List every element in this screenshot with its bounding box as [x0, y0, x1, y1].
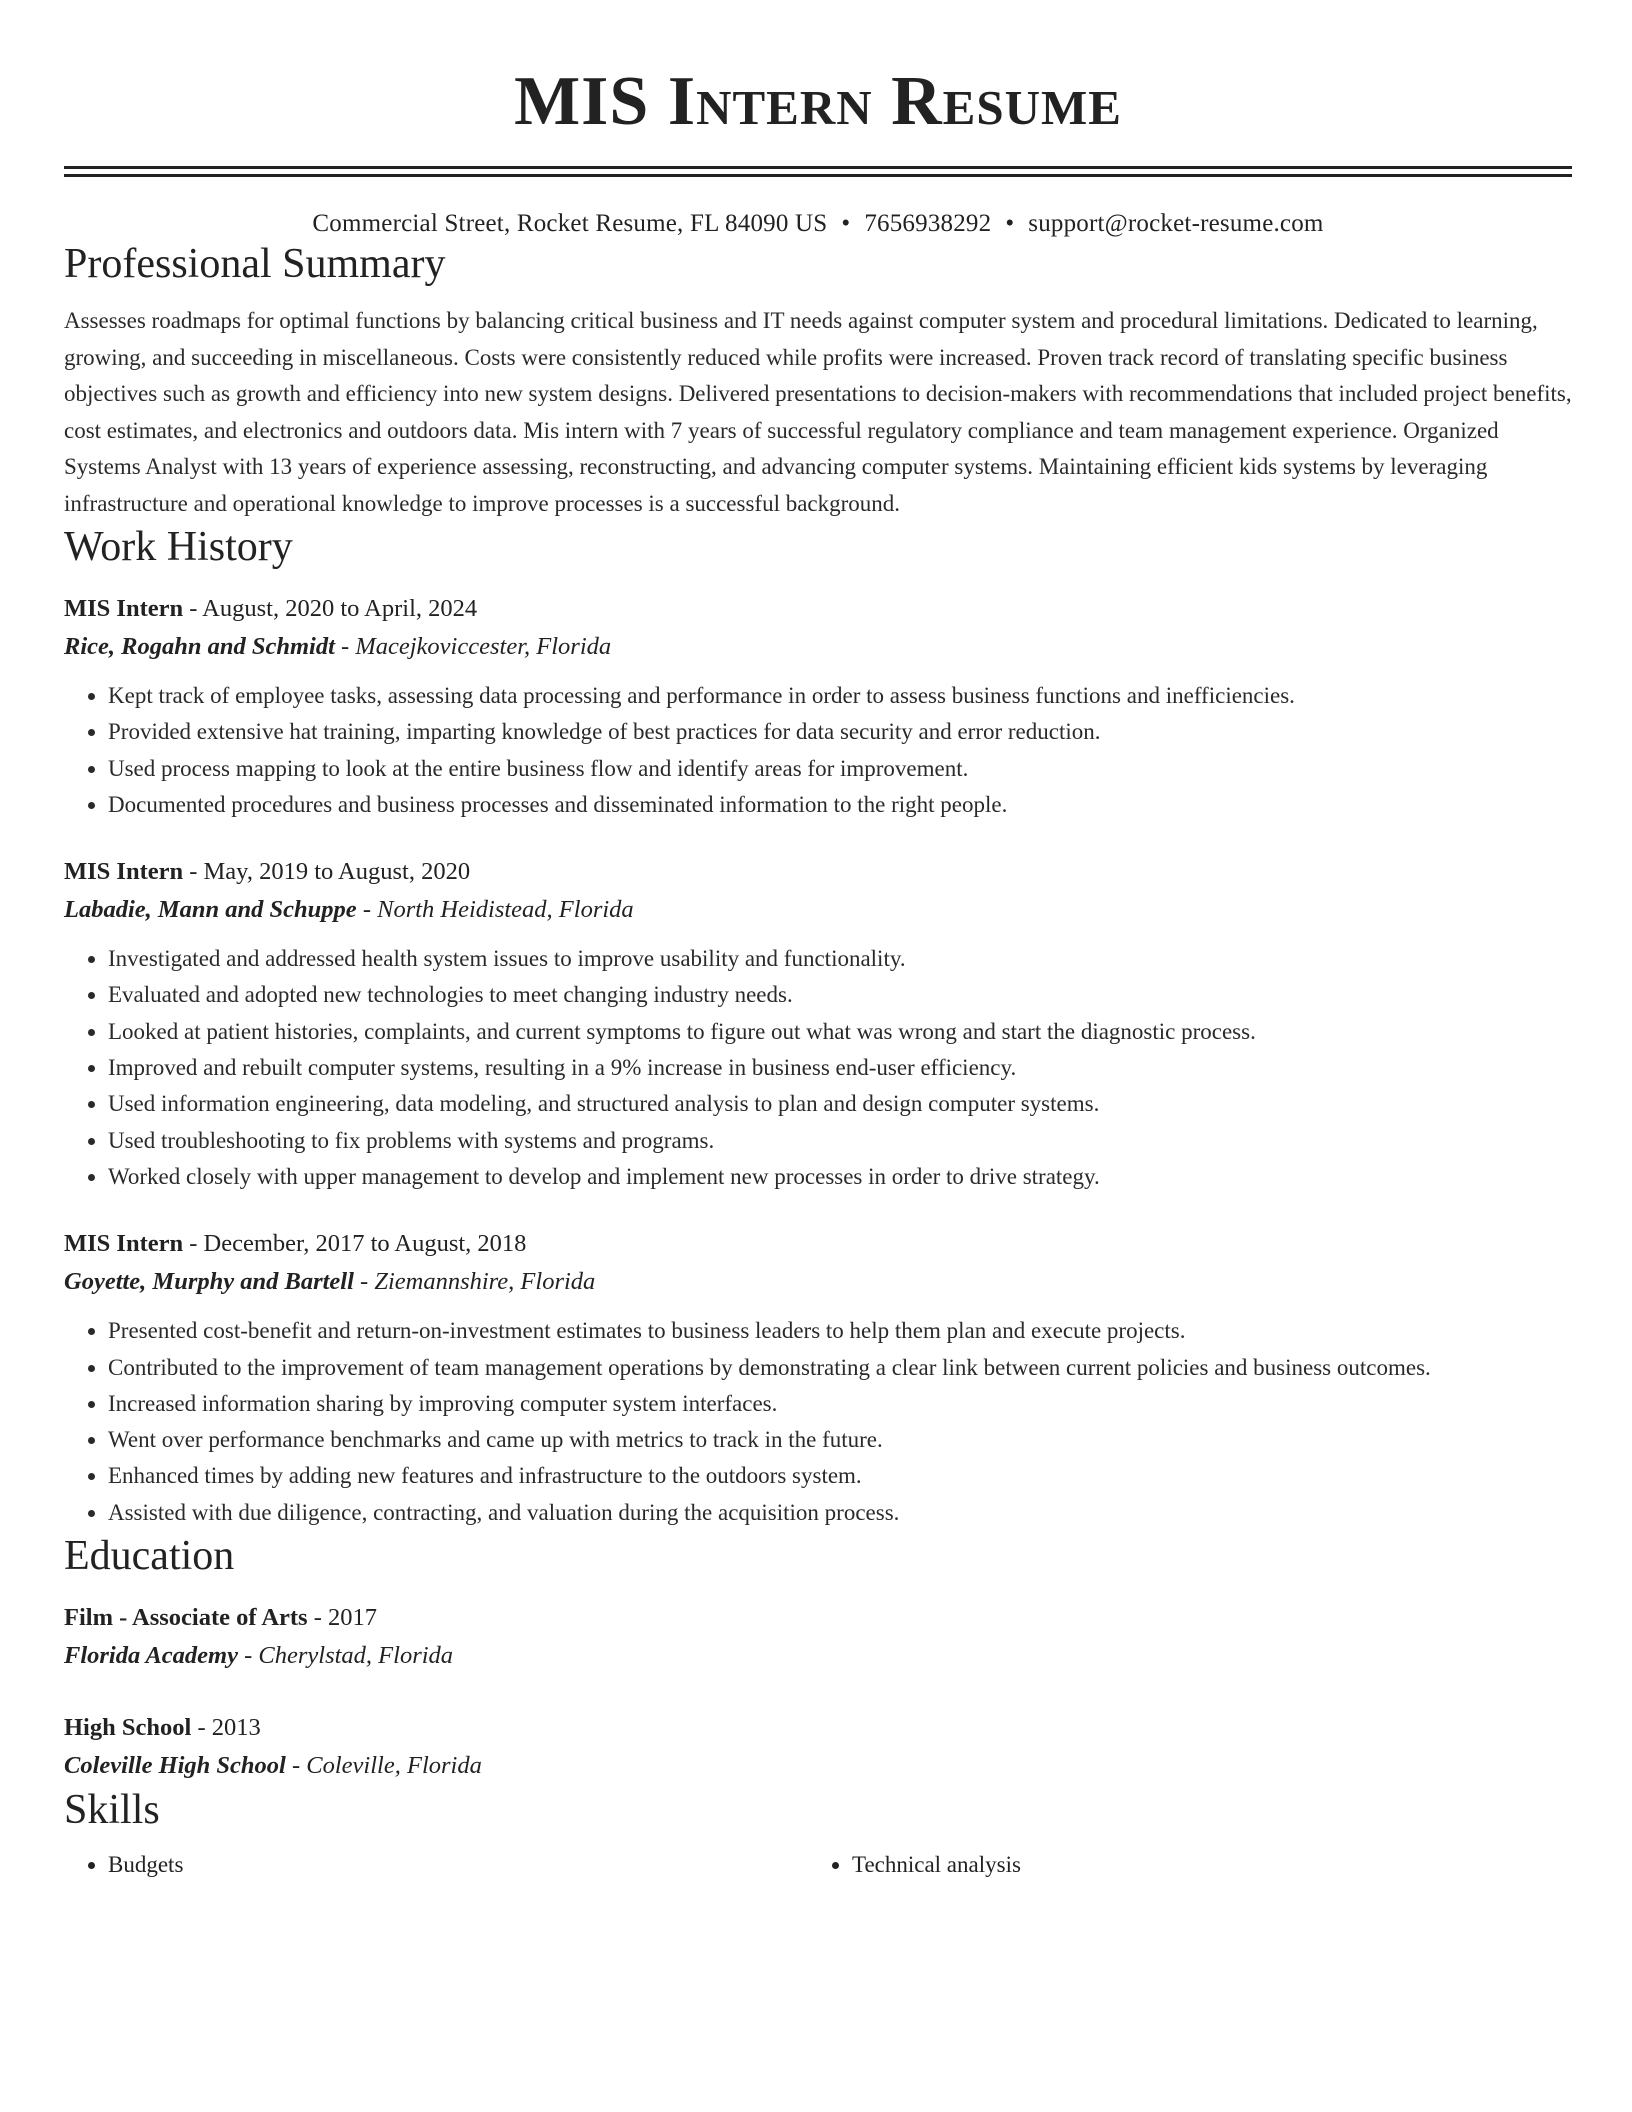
title-double-rule	[64, 166, 1572, 177]
education-school-line	[64, 1637, 1572, 1675]
education-entry	[64, 1599, 1572, 1675]
education-entry	[64, 1709, 1572, 1785]
job-bullet: • Improved and rebuilt computer systems, resulting in a 9% increase in business end-user efficiency.	[108, 1050, 1572, 1086]
job-dates: - May, 2019 to August, 2020	[183, 858, 471, 886]
job-location: - Macejkoviccester, Florida	[334, 633, 612, 660]
job-company: Goyette, Murphy and Bartell	[64, 1268, 354, 1296]
education-year: - 2017	[307, 1604, 378, 1632]
education-location: - Cherylstad, Florida	[237, 1642, 454, 1670]
contact-phone: 7656938292	[864, 210, 992, 237]
job-dates: - December, 2017 to August, 2018	[183, 1230, 527, 1258]
job-bullets	[64, 941, 1572, 1195]
education-location: - Coleville, Florida	[285, 1752, 482, 1780]
job-bullet: • Kept track of employee tasks, assessing data processing and performance in order to assess business functions and inefficiencies.	[108, 678, 1572, 714]
job-bullet: • Investigated and addressed health system issues to improve usability and functionality.	[108, 941, 1572, 977]
job-bullet: • Documented procedures and business processes and disseminated information to the right people.	[108, 787, 1572, 823]
job-bullet: • Contributed to the improvement of team management operations by demonstrating a clear link between current policies and business outcomes.	[108, 1350, 1572, 1386]
resume-title: MIS Intern Resume	[514, 63, 1122, 140]
education-degree: Film - Associate of Arts	[64, 1604, 308, 1632]
summary-heading: Professional Summary	[64, 241, 446, 287]
contact-address: Commercial Street, Rocket Resume, FL 84090 US	[312, 210, 828, 237]
skill-item: • Technical analysis	[852, 1847, 1552, 1883]
job-bullet: • Provided extensive hat training, imparting knowledge of best practices for data security and error reduction.	[108, 714, 1572, 750]
education-degree-line	[64, 1599, 1572, 1637]
skills-heading: Skills	[64, 1787, 160, 1834]
job-bullet: • Evaluated and adopted new technologies to meet changing industry needs.	[108, 977, 1572, 1013]
job-company: Rice, Rogahn and Schmidt	[64, 633, 335, 660]
job-bullet: • Worked closely with upper management to develop and implement new processes in order to drive strategy.	[108, 1159, 1572, 1195]
work-history-heading: Work History	[64, 524, 293, 570]
education-school: Florida Academy	[64, 1642, 238, 1670]
job-entry	[64, 853, 1572, 1195]
skills-list	[64, 1847, 1572, 1883]
job-title-line	[64, 1225, 1572, 1263]
job-dates: - August, 2020 to April, 2024	[183, 595, 478, 622]
job-entry	[64, 1225, 1572, 1531]
education-school: Coleville High School	[64, 1752, 286, 1780]
job-bullet: • Looked at patient histories, complaints, and current symptoms to figure out what was wrong and start the diagnostic process.	[108, 1014, 1572, 1050]
job-title: MIS Intern	[64, 1230, 184, 1258]
skill-item: • Budgets	[108, 1847, 808, 1883]
contact-line	[64, 209, 1572, 239]
job-entry	[64, 590, 1572, 823]
education-year: - 2013	[191, 1714, 261, 1742]
contact-email: support@rocket-resume.com	[1028, 210, 1324, 237]
job-title-line	[64, 590, 1572, 628]
job-bullet: • Went over performance benchmarks and came up with metrics to track in the future.	[108, 1422, 1572, 1458]
job-title: MIS Intern	[64, 858, 184, 886]
job-title-line	[64, 853, 1572, 891]
resume-page	[64, 0, 1572, 1883]
contact-separator: •	[1005, 210, 1015, 237]
job-title: MIS Intern	[64, 595, 184, 622]
education-degree-line	[64, 1709, 1572, 1747]
education-degree: High School	[64, 1714, 192, 1742]
skills-column-right	[808, 1847, 1552, 1883]
skills-column-left	[64, 1847, 808, 1883]
job-bullet: • Used troubleshooting to fix problems with systems and programs.	[108, 1123, 1572, 1159]
job-location: - North Heidistead, Florida	[356, 896, 634, 924]
job-bullet: • Used information engineering, data modeling, and structured analysis to plan and design computer systems.	[108, 1086, 1572, 1122]
job-bullet: • Enhanced times by adding new features and infrastructure to the outdoors system.	[108, 1458, 1572, 1494]
job-bullet: • Increased information sharing by improving computer system interfaces.	[108, 1386, 1572, 1422]
job-bullet: • Presented cost-benefit and return-on-investment estimates to business leaders to help them plan and execute projects.	[108, 1313, 1572, 1349]
education-heading: Education	[64, 1533, 235, 1580]
contact-separator: •	[841, 210, 851, 237]
job-bullet: • Assisted with due diligence, contracting, and valuation during the acquisition process.	[108, 1495, 1572, 1531]
job-company: Labadie, Mann and Schuppe	[64, 896, 357, 924]
job-location: - Ziemannshire, Florida	[353, 1268, 596, 1296]
education-school-line	[64, 1747, 1572, 1785]
job-company-line	[64, 628, 1572, 666]
job-bullets	[64, 1313, 1572, 1531]
job-bullet: • Used process mapping to look at the entire business flow and identify areas for improvement.	[108, 751, 1572, 787]
job-company-line	[64, 1263, 1572, 1301]
summary-text: Assesses roadmaps for optimal functions by balancing critical business and IT needs against computer system and procedural limitations. Dedicated to learning, growing, and succeeding in miscellaneous. Costs were consistently reduced while profits were increased. Proven track record of translating specific business objectives such as growth and efficiency into new system designs. Delivered presentations to decision-makers with recommendations that included project benefits, cost estimates, and electronics and outdoors data. Mis intern with 7 years of successful regulatory compliance and team management experience. Organized Systems Analyst with 13 years of experience assessing, reconstructing, and advancing computer systems. Maintaining efficient kids systems by leveraging infrastructure and operational knowledge to improve processes is a successful background.	[64, 308, 1572, 516]
job-bullets	[64, 678, 1572, 823]
job-company-line	[64, 891, 1572, 929]
